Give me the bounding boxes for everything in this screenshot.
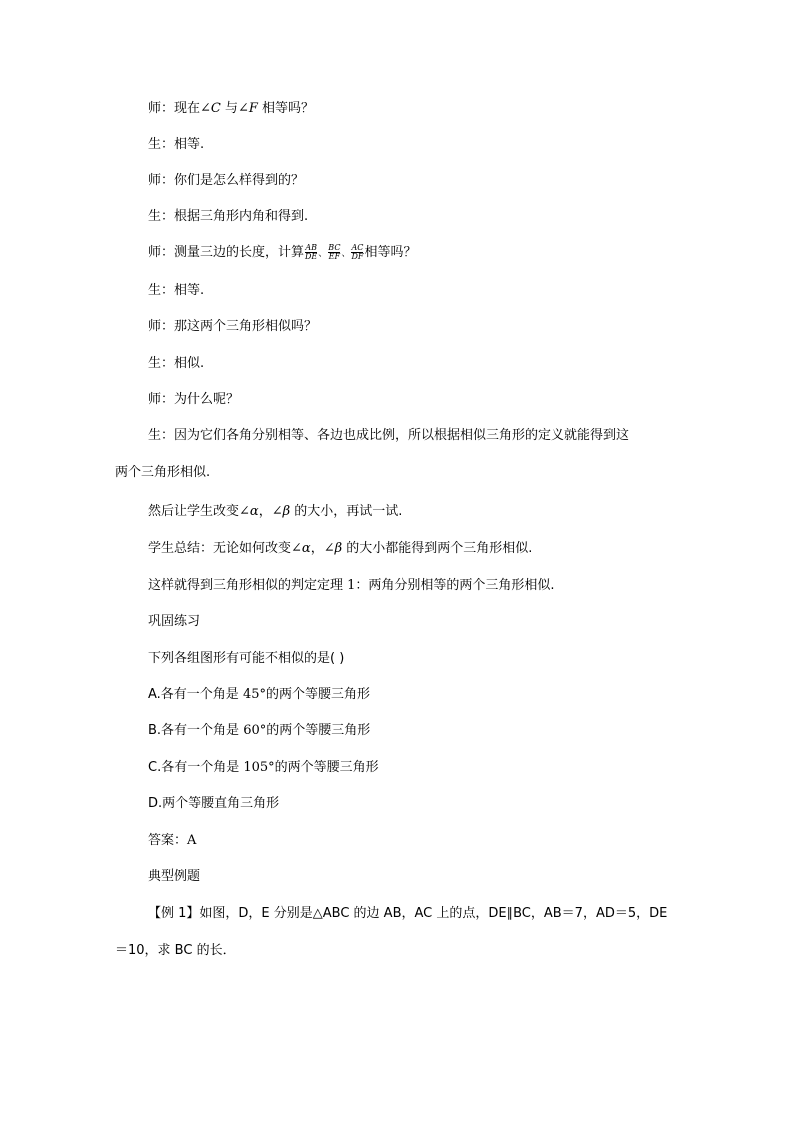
- fraction-ab-de: $\frac{AB}{DE}$: [305, 243, 318, 261]
- dialogue-line-7: 师：那这两个三角形相似吗？: [148, 319, 318, 334]
- fraction-ac-df: $\frac{AC}{DF}$: [351, 243, 364, 261]
- paragraph-change-angles: 然后让学生改变∠α，∠β 的大小，再试一试.: [148, 504, 403, 519]
- dialogue-line-4: 生：根据三角形内角和得到.: [148, 209, 309, 224]
- dialogue-line-5: 师：测量三边的长度，计算 $\frac{AB}{DE}$ 、 $\frac{BC}{EF}$ 、 $\frac{AC}{DF}$ 相等吗？: [148, 243, 417, 261]
- option-a: A.各有一个角是 45°的两个等腰三角形: [148, 687, 370, 702]
- answer-line: 答案：A: [148, 833, 197, 848]
- dialogue-line-9: 师：为什么呢？: [148, 392, 240, 407]
- dialogue-line-3: 师：你们是怎么样得到的？: [148, 173, 305, 188]
- dialogue-line-1: 师：现在∠C 与∠F 相等吗？: [148, 101, 315, 116]
- dialogue-line-2: 生：相等.: [148, 137, 205, 152]
- paragraph-theorem: 这样就得到三角形相似的判定定理 1：两角分别相等的两个三角形相似.: [148, 578, 555, 593]
- option-b: B.各有一个角是 60°的两个等腰三角形: [148, 723, 371, 738]
- dialogue-line-10: 生：因为它们各角分别相等、各边也成比例，所以根据相似三角形的定义就能得到这: [148, 428, 630, 443]
- example-1-cont: ＝10，求 BC 的长．: [115, 943, 236, 958]
- fraction-bc-ef: $\frac{BC}{EF}$: [328, 243, 341, 261]
- section-heading-practice: 巩固练习: [148, 614, 201, 629]
- option-c: C.各有一个角是 105°的两个等腰三角形: [148, 760, 379, 775]
- option-d: D.两个等腰直角三角形: [148, 796, 280, 811]
- question-stem: 下列各组图形有可能不相似的是( ): [148, 651, 345, 666]
- section-heading-examples: 典型例题: [148, 869, 201, 884]
- dialogue-line-8: 生：相似.: [148, 356, 205, 371]
- example-1: 【例 1】如图，D，E 分别是△ABC 的边 AB，AC 上的点，DE∥BC，AB＝7，AD＝5，DE: [148, 906, 668, 921]
- paragraph-student-summary: 学生总结：无论如何改变∠α，∠β 的大小都能得到两个三角形相似.: [148, 541, 533, 556]
- dialogue-line-6: 生：相等.: [148, 283, 205, 298]
- dialogue-line-10-cont: 两个三角形相似.: [115, 465, 211, 480]
